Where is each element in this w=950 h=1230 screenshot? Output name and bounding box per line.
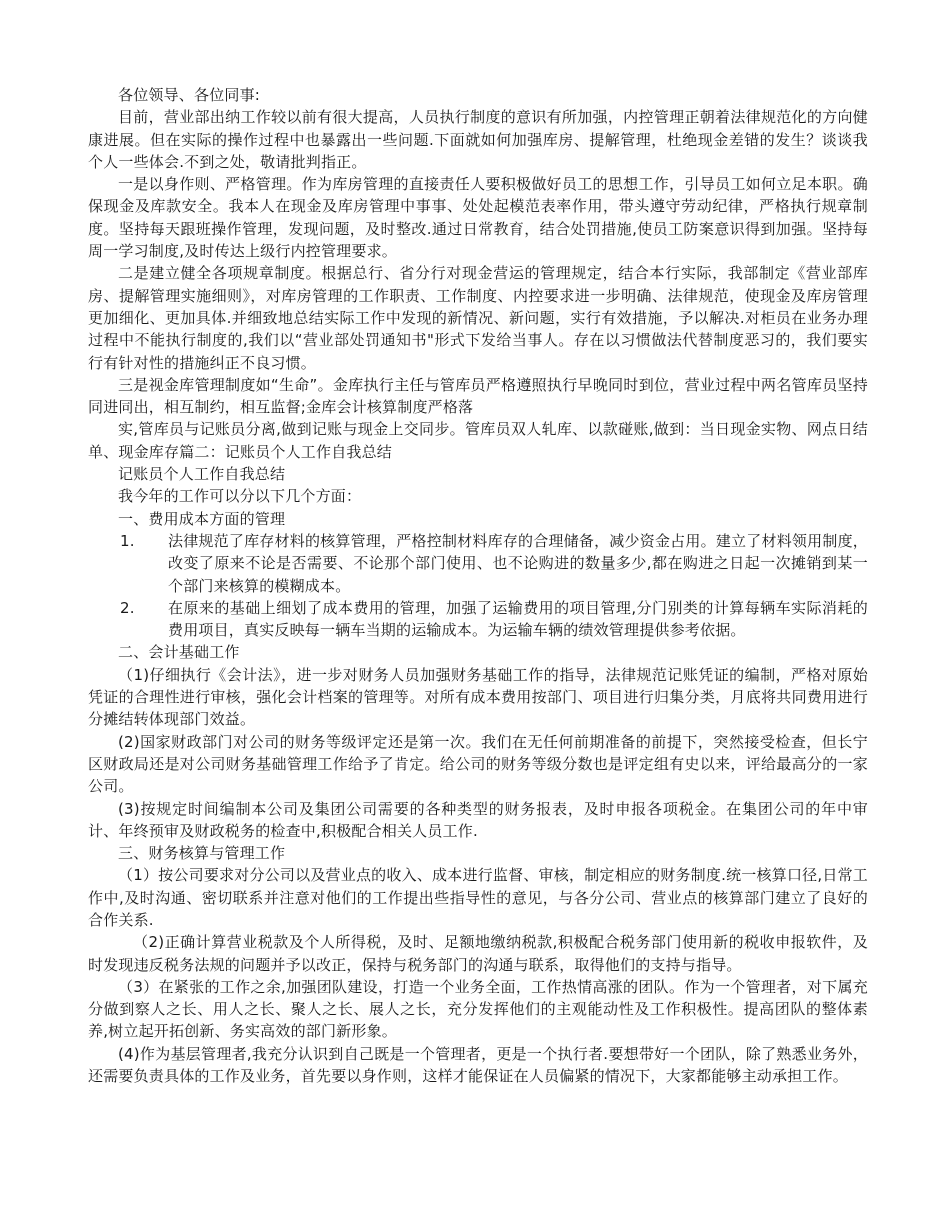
list-text: 法律规范了库存材料的核算管理，严格控制材料库存的合理储备，减少资金占用。建立了材料领用制度，改变了原来不论是否需要、不论那个部门使用、也不论购进的数量多少,都在购进之日起一次摊销到某一个部门来核算的模糊成本。 xyxy=(168,531,868,595)
salutation: 各位领导、各位同事: xyxy=(118,86,261,104)
list-text: 在原来的基础上细划了成本费用的管理，加强了运输费用的项目管理,分门别类的计算每辆车实际消耗的费用项目，真实反映每一辆车当期的运输成本。为运输车辆的绩效管理提供参考依据。 xyxy=(168,598,868,640)
heading-accounting-basics: 二、会计基础工作 xyxy=(118,643,240,662)
paragraph-accounting-2: (2)国家财政部门对公司的财务等级评定还是第一次。我们在无任何前期准备的前提下，突然接受检查，但长宁区财政局还是对公司财务基础管理工作给予了肯定。给公司的财务等级分数也是评定组有史以来，评给最高分的一家公司。 xyxy=(88,732,868,796)
paragraph-intro: 目前，营业部出纳工作较以前有很大提高，人员执行制度的意识有所加强，内控管理正朝着法律规范化的方向健康进展。但在实际的操作过程中也暴露出一些问题.下面就如何加强库房、提解管理，杜绝现金差错的发生？谈谈我个人一些体会.不到之处，敬请批判指正。 xyxy=(88,108,868,171)
paragraph-financial-3: （3）在紧张的工作之余,加强团队建设，打造一个业务全面，工作热情高涨的团队。作为一个管理者，对下属充分做到察人之长、用人之长、聚人之长、展人之长，充分发挥他们的主观能动性及工作积极性。提高团队的整体素养,树立起开拓创新、务实高效的部门新形象。 xyxy=(88,977,868,1041)
numbered-list xyxy=(88,530,868,641)
paragraph-point-three: 三是视金库管理制度如“生命”。金库执行主任与管库员严格遵照执行早晚同时到位，营业过程中两名管库员坚持同进同出，相互制约，相互监督;金库会计核算制度严格落 xyxy=(88,375,868,417)
paragraph-accounting-1: （1)仔细执行《会计法》，进一步对财务人员加强财务基础工作的指导，法律规范记账凭证的编制，严格对原始凭证的合理性进行审核，强化会计档案的管理等。对所有成本费用按部门、项目进行归集分类，月底将共同费用进行分摊结转体现部门效益。 xyxy=(88,665,868,729)
section-title: 记账员个人工作自我总结 xyxy=(118,465,286,484)
paragraph-financial-1: （1）按公司要求对分公司以及营业点的收入、成本进行监督、审核，制定相应的财务制度.统一核算口径,日常工作中,及时沟通、密切联系并注意对他们的工作提出些指导性的意见，与各分公司、营业点的核算部门建立了良好的合作关系. xyxy=(88,866,868,929)
paragraph-continuation: 实,管库员与记账员分离,做到记账与现金上交同步。管库员双人轧库、以款碰账,做到：当日现金实物、网点日结单、现金库存篇二：记账员个人工作自我总结 xyxy=(88,420,868,461)
paragraph-financial-2: （2)正确计算营业税款及个人所得税，及时、足额地缴纳税款,积极配合税务部门使用新的税收申报软件，及时发现违反税务法规的问题并予以改正，保持与税务部门的沟通与联系，取得他们的支持与指导。 xyxy=(88,933,868,974)
list-marker: 2. xyxy=(120,598,135,617)
list-item xyxy=(88,597,868,642)
heading-cost-management: 一、费用成本方面的管理 xyxy=(118,509,286,528)
list-marker: 1. xyxy=(120,531,135,550)
heading-financial-accounting: 三、财务核算与管理工作 xyxy=(118,844,286,863)
paragraph-point-one: 一是以身作则、严格管理。作为库房管理的直接责任人要积极做好员工的思想工作，引导员工如何立足本职。确保现金及库款安全。我本人在现金及库房管理中事事、处处起模范表率作用，带头遵守劳动纪律，严格执行规章制度。坚持每天跟班操作管理，发现问题，及时整改.通过日常教育，结合处罚措施,使员工防案意识得到加强。坚持每周一学习制度,及时传达上级行内控管理要求。 xyxy=(88,175,868,261)
document-body xyxy=(88,84,868,1087)
paragraph-point-two: 二是建立健全各项规章制度。根据总行、省分行对现金营运的管理规定，结合本行实际，我部制定《营业部库房、提解管理实施细则》，对库房管理的工作职责、工作制度、内控要求进一步明确、法律规范，使现金及库房管理更加细化、更加具体.并细致地总结实际工作中发现的新情况、新问题，实行有效措施，予以解决.对柜员在业务办理过程中不能执行制度的,我们以“营业部处罚通知书"形式下发给当事人。存在以习惯做法代替制度恶习的，我们要实行有针对性的措施纠正不良习惯。 xyxy=(88,264,868,372)
paragraph-accounting-3: (3)按规定时间编制本公司及集团公司需要的各种类型的财务报表，及时申报各项税金。在集团公司的年中审计、年终预审及财政税务的检查中,积极配合相关人员工作. xyxy=(88,799,868,840)
list-item xyxy=(88,530,868,597)
paragraph-financial-4: (4)作为基层管理者,我充分认识到自己既是一个管理者，更是一个执行者.要想带好一个团队，除了熟悉业务外，还需要负责具体的工作及业务，首先要以身作则，这样才能保证在人员偏紧的情况下，大家都能够主动承担工作。 xyxy=(88,1044,868,1086)
paragraph-overview: 我今年的工作可以分以下几个方面： xyxy=(118,487,362,506)
